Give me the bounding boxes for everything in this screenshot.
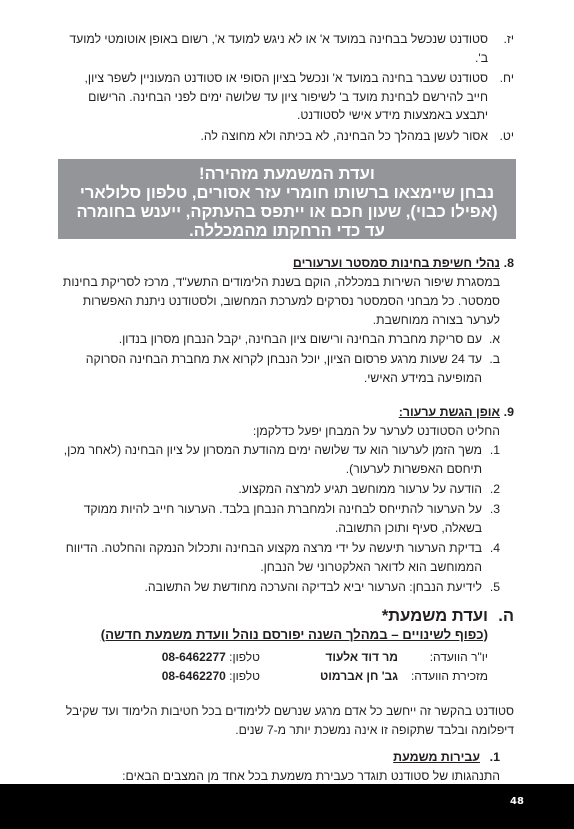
section-subtitle: (כפוף לשינויים – במהלך השנה יפורסם נוהל וועדת משמעת חדשה) bbox=[100, 626, 488, 642]
committee-phone-cell bbox=[60, 648, 260, 667]
section-title: אופן הגשת ערעור: bbox=[398, 404, 500, 419]
phone-label: טלפון: bbox=[229, 649, 260, 664]
warning-title: ועדת המשמעת מזהירה! bbox=[199, 163, 375, 183]
page-number: 48 bbox=[510, 796, 524, 807]
section-body bbox=[60, 422, 500, 597]
list-item bbox=[60, 330, 500, 349]
list-item bbox=[60, 441, 500, 479]
phone-number: 08-6462270 bbox=[161, 668, 226, 683]
section-letter: ה. bbox=[498, 606, 514, 625]
section-8 bbox=[60, 254, 514, 388]
subsection-title: עבירות משמעת bbox=[393, 749, 480, 764]
section-9 bbox=[60, 403, 514, 597]
phone-label: טלפון: bbox=[229, 668, 260, 683]
section-intro: במסגרת שיפור השירות במכללה, הוקם בשנת הלימודים התשע"ד, מרכז לסריקת בחינות סמסטר. כל מבחני הסמסטר נסרקים למערכת המחשוב, ולסטודנט ניתנת האפשרות לערער בצורה ממוחשבת. bbox=[62, 274, 500, 327]
committee-role: יו"ר הוועדה: bbox=[429, 649, 488, 664]
list-text: סטודנט שעבר בחינה במועד א' ונכשל בציון הסופי או סטודנט המעוניין לשפר ציון, חייב להירשם לבחינת מועד ב' לשיפור ציון עד שלושה ימים לפני הבחינה. הרישום יתבצע באמצעות מידע אישי לסטודנט. bbox=[84, 71, 488, 122]
list-marker: 2. bbox=[489, 481, 500, 496]
committee-phone-cell bbox=[60, 667, 260, 686]
committee-table bbox=[60, 648, 514, 686]
section-number: 8. bbox=[503, 255, 514, 270]
list-text: עד 24 שעות מרגע פרסום הציון, יוכל הנבחן לקרוא את מחברת הבחינה הסרוקה המופיעה במידע האישי. bbox=[85, 351, 482, 385]
warning-box bbox=[58, 159, 516, 239]
list-text: סטודנט שנכשל בבחינה במועד א' או לא ניגש למועד א', רשום באופן אוטומטי למועד ב'. bbox=[69, 32, 488, 65]
list-text: על הערעור להתייחס לבחינה ולמחברת הנבחן בלבד. הערעור חייב להיות ממוקד בשאלה, סעיף ותוכן התשובה. bbox=[83, 501, 482, 535]
list-text: משך הזמן לערעור הוא עד שלושה ימים מהודעת המסרון על ציון הבחינה (לאחר מכן, תיחסם האפשרות לערעור). bbox=[63, 442, 482, 476]
subsection-intro: התנהגותו של סטודנט תוגדר כעבירת משמעת בכל אחד מן המצבים הבאים: bbox=[122, 768, 500, 783]
list-marker: 3. bbox=[489, 501, 500, 516]
section-h-heading bbox=[60, 607, 514, 626]
list-item bbox=[60, 500, 500, 538]
section-number: 9. bbox=[503, 404, 514, 419]
list-text: בדיקת הערעור תיעשה על ידי מרצה מקצוע הבחינה ותכלול הנמקה והחלטה. הדיווח הממוחשב הוא לדואר האלקטרוני של הנבחן. bbox=[65, 540, 482, 574]
list-item bbox=[60, 69, 514, 125]
page-footer bbox=[0, 784, 574, 829]
list-text: לידיעת הנבחן: הערעור יביא לבדיקה והערכה מחודשת של התשובה. bbox=[144, 579, 482, 594]
list-marker: א. bbox=[488, 331, 500, 346]
list-marker: 5. bbox=[489, 579, 500, 594]
section-intro: החליט הסטודנט לערער על המבחן יפעל כדלקמן: bbox=[252, 423, 500, 438]
table-row bbox=[60, 667, 514, 686]
list-text: אסור לעשן במהלך כל הבחינה, לא בכיתה ולא מחוצה לה. bbox=[200, 128, 488, 143]
warning-text: נבחן שיימצאו ברשותו חומרי עזר אסורים, טלפון סלולארי (אפילו כבוי), שעון חכם או ייתפס בהעתקה, ייענש בחומרה עד כדי הרחקתו מהמכללה. bbox=[76, 182, 498, 240]
list-marker: יח. bbox=[499, 71, 514, 85]
list-text: עם סריקת מחברת הבחינה ורישום ציון הבחינה, יקבל הנבחן מסרון בנדון. bbox=[118, 331, 482, 346]
list-item bbox=[60, 578, 500, 597]
table-row bbox=[60, 648, 514, 667]
list-item bbox=[60, 480, 500, 499]
section-heading bbox=[60, 403, 514, 422]
list-item bbox=[60, 127, 514, 146]
committee-name: מר דוד אלעוד bbox=[325, 649, 398, 664]
subsection-number: 1. bbox=[489, 749, 500, 764]
committee-name: גב' חן אברמוט bbox=[320, 668, 398, 683]
section-body bbox=[60, 273, 500, 388]
top-list bbox=[60, 30, 514, 146]
committee-role: מזכירת הוועדה: bbox=[410, 668, 488, 683]
section-title: נהלי חשיפת בחינות סמסטר וערעורים bbox=[292, 255, 500, 270]
list-marker: 1. bbox=[489, 442, 500, 457]
list-marker: ב. bbox=[489, 351, 500, 366]
list-item bbox=[60, 30, 514, 67]
list-text: הודעה על ערעור ממוחשב תגיע למרצה המקצוע. bbox=[238, 481, 482, 496]
list-item bbox=[60, 350, 500, 388]
page-content bbox=[60, 30, 514, 825]
list-marker: יז. bbox=[503, 32, 514, 46]
phone-number: 08-6462277 bbox=[161, 649, 226, 664]
list-item bbox=[60, 539, 500, 577]
section-list bbox=[60, 441, 500, 597]
section-heading bbox=[60, 254, 514, 273]
subsection-heading bbox=[60, 748, 500, 767]
section-list bbox=[60, 330, 500, 388]
section-title: ועדת משמעת* bbox=[381, 606, 488, 625]
student-definition: סטודנט בהקשר זה ייחשב כל אדם מרגע שנרשם ללימודים בכל חטיבות הלימוד ועד שקיבל דיפלומה ובלבד שתקופה זו אינה נמשכת יותר מ-7 שנים. bbox=[65, 703, 514, 737]
list-marker: יט. bbox=[499, 128, 514, 143]
list-marker: 4. bbox=[489, 540, 500, 555]
